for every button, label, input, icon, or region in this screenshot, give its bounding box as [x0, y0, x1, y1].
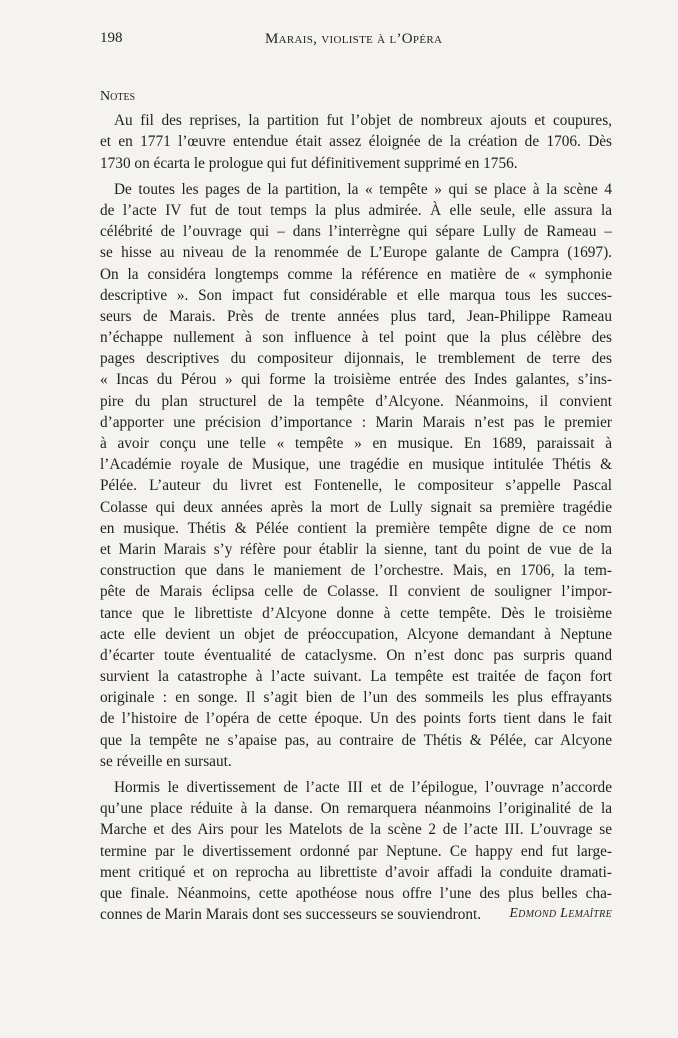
notes-heading: Notes — [100, 89, 136, 104]
text-line: construction que dans le maniement de l’orchestre. Mais, en 1706, la tem- — [100, 562, 612, 580]
text-line: et Marin Marais s’y réfère pour établir la sienne, tant du point de vue de la — [100, 540, 612, 558]
text-line: descriptive ». Son impact fut considérable et elle marqua tous les succes- — [100, 286, 612, 304]
text-line: pire du plan structurel de la tempête d’Alcyone. Néanmoins, il convient — [100, 392, 612, 410]
text-line: Marche et des Airs pour les Matelots de la scène 2 de l’acte III. L’ouvrage se — [100, 821, 612, 839]
text-line: originale : en songe. Il s’agit bien de l’un des sommeils les plus effrayants — [100, 689, 612, 707]
notes-section — [100, 86, 612, 930]
text-line: seurs de Marais. Près de trente années plus tard, Jean-Philippe Rameau — [100, 307, 612, 325]
text-line: On la considéra longtemps comme la référence en matière de « symphonie — [100, 265, 612, 283]
text-line: n’échappe nullement à son influence à tel point que la plus célèbre des — [100, 329, 612, 347]
text-line: connes de Marin Marais dont ses successeurs se souviendront. — [100, 906, 482, 924]
text-line: célébrité de l’ouvrage qui – dans l’interrègne qui sépare Lully de Rameau – — [100, 223, 612, 241]
paragraph — [100, 110, 612, 174]
text-line: se hisse au niveau de la renommée de L’Europe galante de Campra (1697). — [100, 244, 612, 262]
text-line: tance que le librettiste d’Alcyone donne à cette tempête. Dès le troisième — [100, 604, 612, 622]
text-line: de l’acte IV fut de tout temps la plus admirée. À elle seule, elle assura la — [100, 201, 612, 219]
text-line: en musique. Thétis & Pélée contient la première tempête digne de ce nom — [100, 519, 612, 537]
notes-body — [100, 110, 612, 925]
text-line: Colasse qui deux années après la mort de Lully signait sa première tragédie — [100, 498, 612, 516]
text-line: Pélée. L’auteur du livret est Fontenelle, le compositeur s’appelle Pascal — [100, 477, 612, 495]
text-line: et en 1771 l’œuvre entendue était assez éloignée de la création de 1706. Dès — [100, 133, 612, 151]
page-header — [100, 30, 612, 54]
text-line: pages descriptives du compositeur dijonnais, le tremblement de terre des — [100, 350, 612, 368]
text-line: que la tempête ne s’apaise pas, au contraire de Thétis & Pélée, car Alcyone — [100, 731, 612, 749]
text-line: ment critiqué et on reprocha au librettiste d’avoir affadi la conduite dramati- — [100, 863, 612, 881]
text-line: que finale. Néanmoins, cette apothéose nous offre l’une des plus belles cha- — [100, 884, 612, 902]
text-line: de l’histoire de l’opéra de cette époque. Un des points forts tient dans le fait — [100, 710, 612, 728]
running-title: Marais, violiste à l’Opéra — [265, 31, 443, 47]
text-line: survient la catastrophe à l’acte suivant. La tempête est traitée de façon fort — [100, 668, 612, 686]
text-line: d’apporter une précision d’importance : Marin Marais n’est pas le premier — [100, 413, 612, 431]
text-line: se réveille en sursaut. — [100, 752, 232, 770]
text-line: 1730 on écarta le prologue qui fut définitivement supprimé en 1756. — [100, 154, 518, 172]
text-line: termine par le divertissement ordonné par Neptune. Ce happy end fut large- — [100, 842, 612, 860]
text-line: l’Académie royale de Musique, une tragédie en musique intitulée Thétis & — [100, 456, 612, 474]
text-line: d’écarter toute éventualité de cataclysme. On n’est donc pas surpris quand — [100, 646, 612, 664]
watermark — [0, 561, 22, 634]
text-line: acte elle devient un objet de préoccupation, Alcyone demandant à Neptune — [100, 625, 612, 643]
author-signature: Edmond Lemaître — [509, 906, 612, 921]
text-line: « Incas du Pérou » qui forme la troisième entrée des Indes galantes, s’ins- — [100, 371, 612, 389]
text-line: à avoir conçu une telle « tempête » en musique. En 1689, paraissait à — [100, 435, 612, 453]
paragraph — [100, 777, 612, 925]
text-line: Au fil des reprises, la partition fut l’objet de nombreux ajouts et coupures, — [114, 112, 612, 130]
text-line: qu’une place réduite à la danse. On remarquera néanmoins l’originalité de la — [100, 800, 612, 818]
text-line: Hormis le divertissement de l’acte III et de l’épilogue, l’ouvrage n’accorde — [114, 779, 612, 797]
text-line: pête de Marais éclipsa celle de Colasse. Il convient de souligner l’impor- — [100, 583, 612, 601]
page-number: 198 — [100, 30, 123, 46]
paragraph — [100, 179, 612, 772]
text-line: De toutes les pages de la partition, la « tempête » qui se place à la scène 4 — [114, 180, 612, 198]
